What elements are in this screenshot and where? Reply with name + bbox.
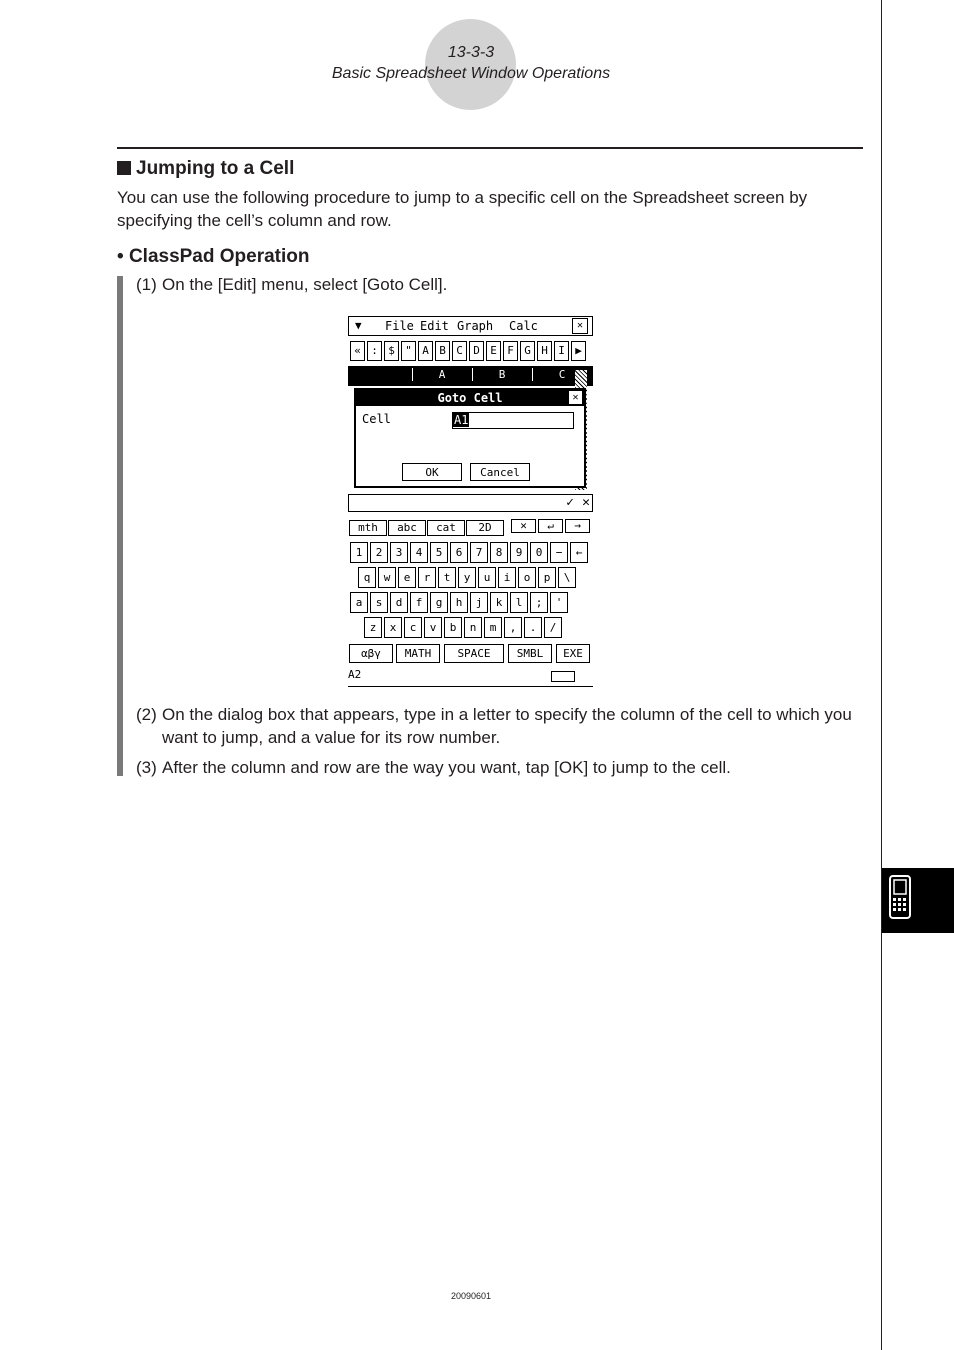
operation-title: • ClassPad Operation xyxy=(117,246,310,267)
keyboard-key[interactable]: b xyxy=(444,617,462,638)
bottom-key[interactable]: αβγ xyxy=(349,644,393,663)
keyboard-key[interactable]: g xyxy=(430,592,448,613)
footer-code: 20090601 xyxy=(450,1291,492,1301)
keyboard-tab[interactable]: abc xyxy=(388,520,426,536)
keyboard-key[interactable]: 7 xyxy=(470,542,488,563)
bottom-key[interactable]: SMBL xyxy=(508,644,552,663)
keyboard-nav-icon[interactable]: → xyxy=(565,519,590,533)
menu-bar xyxy=(348,316,593,336)
dialog-title: Goto Cell xyxy=(356,390,584,406)
keyboard-tab[interactable]: 2D xyxy=(466,520,504,536)
toolbar-button[interactable]: " xyxy=(401,341,416,361)
keyboard-key[interactable]: 0 xyxy=(530,542,548,563)
toolbar-button[interactable]: ▶ xyxy=(571,341,586,361)
keyboard-key[interactable]: \ xyxy=(558,567,576,588)
keyboard-key[interactable]: i xyxy=(498,567,516,588)
cell-input[interactable]: A1 xyxy=(452,412,574,429)
keyboard-key[interactable]: f xyxy=(410,592,428,613)
keyboard-key[interactable]: e xyxy=(398,567,416,588)
keyboard-key[interactable]: 9 xyxy=(510,542,528,563)
keyboard-key[interactable]: w xyxy=(378,567,396,588)
menu-calc[interactable]: Calc xyxy=(509,319,538,333)
keyboard-key[interactable]: ' xyxy=(550,592,568,613)
chapter-title: Basic Spreadsheet Window Operations xyxy=(331,65,611,82)
keyboard-key[interactable]: ; xyxy=(530,592,548,613)
keyboard-key[interactable]: u xyxy=(478,567,496,588)
keyboard-key[interactable]: p xyxy=(538,567,556,588)
classpad-screen xyxy=(348,316,593,689)
keyboard-key[interactable]: j xyxy=(470,592,488,613)
toolbar-button[interactable]: G xyxy=(520,341,535,361)
status-cell: A2 xyxy=(348,668,362,681)
bottom-key[interactable]: SPACE xyxy=(444,644,504,663)
keyboard-key[interactable]: x xyxy=(384,617,402,638)
toolbar-button[interactable]: C xyxy=(452,341,467,361)
menu-graph[interactable]: Graph xyxy=(457,319,494,333)
menu-edit[interactable]: Edit xyxy=(420,319,449,333)
edit-line[interactable] xyxy=(348,494,593,512)
toolbar-button[interactable]: A xyxy=(418,341,433,361)
keyboard-tab[interactable]: mth xyxy=(349,520,387,536)
calculator-icon xyxy=(882,868,954,933)
keyboard-key[interactable]: t xyxy=(438,567,456,588)
keyboard-key[interactable]: a xyxy=(350,592,368,613)
keyboard-key[interactable]: 2 xyxy=(370,542,388,563)
keyboard-key[interactable]: d xyxy=(390,592,408,613)
bottom-key[interactable]: EXE xyxy=(556,644,590,663)
toolbar-button[interactable]: B xyxy=(435,341,450,361)
keyboard-key[interactable]: 4 xyxy=(410,542,428,563)
toolbar-button[interactable]: : xyxy=(367,341,382,361)
column-header: C xyxy=(532,368,591,381)
keyboard-key[interactable]: l xyxy=(510,592,528,613)
toolbar-button[interactable]: $ xyxy=(384,341,399,361)
keyboard-key[interactable]: z xyxy=(364,617,382,638)
keyboard-key[interactable]: k xyxy=(490,592,508,613)
keyboard-key[interactable]: / xyxy=(544,617,562,638)
section-divider xyxy=(117,147,863,149)
keyboard-key[interactable]: o xyxy=(518,567,536,588)
column-header: B xyxy=(472,368,531,381)
column-header: A xyxy=(412,368,471,381)
keyboard-key[interactable]: ← xyxy=(570,542,588,563)
dialog-close-icon[interactable]: ✕ xyxy=(569,391,582,404)
keyboard-key[interactable]: r xyxy=(418,567,436,588)
keyboard-key[interactable]: q xyxy=(358,567,376,588)
page-number: 13-3-3 xyxy=(447,44,495,61)
keyboard-nav-icon[interactable]: ↵ xyxy=(538,519,563,533)
menu-file[interactable]: File xyxy=(385,319,414,333)
close-icon[interactable]: ✕ xyxy=(572,318,588,334)
cancel-button[interactable]: Cancel xyxy=(470,463,530,481)
keyboard-tab[interactable]: cat xyxy=(427,520,465,536)
keyboard-key[interactable]: h xyxy=(450,592,468,613)
keyboard-key[interactable]: c xyxy=(404,617,422,638)
intro-paragraph: You can use the following procedure to jump to a specific cell on the Spreadsheet screen by specifying the cell’s column and row. xyxy=(117,188,808,230)
keyboard-key[interactable]: 8 xyxy=(490,542,508,563)
screen-bottom-line xyxy=(348,686,593,687)
goto-cell-dialog xyxy=(354,388,586,488)
toolbar-button[interactable]: « xyxy=(350,341,365,361)
keyboard-key[interactable]: s xyxy=(370,592,388,613)
keyboard-key[interactable]: m xyxy=(484,617,502,638)
toolbar-button[interactable]: F xyxy=(503,341,518,361)
cell-label: Cell xyxy=(362,412,391,426)
procedure-bar xyxy=(117,276,123,776)
side-tab xyxy=(882,868,954,933)
keyboard-key[interactable]: 3 xyxy=(390,542,408,563)
ok-button[interactable]: OK xyxy=(402,463,462,481)
toolbar-button[interactable]: H xyxy=(537,341,552,361)
bottom-key[interactable]: MATH xyxy=(396,644,440,663)
keyboard-key[interactable]: y xyxy=(458,567,476,588)
keyboard-key[interactable]: 1 xyxy=(350,542,368,563)
toolbar-button[interactable]: E xyxy=(486,341,501,361)
square-bullet-icon xyxy=(117,161,131,175)
toolbar-button[interactable]: I xyxy=(554,341,569,361)
cross-icon[interactable]: ✕ xyxy=(582,495,590,510)
keyboard-key[interactable]: . xyxy=(524,617,542,638)
check-icon[interactable]: ✓ xyxy=(566,495,574,510)
battery-icon xyxy=(551,671,575,682)
keyboard-key[interactable]: − xyxy=(550,542,568,563)
toolbar-button[interactable]: D xyxy=(469,341,484,361)
keyboard-key[interactable]: v xyxy=(424,617,442,638)
keyboard-key[interactable]: , xyxy=(504,617,522,638)
chevron-down-icon[interactable]: ▼ xyxy=(355,319,362,332)
keyboard-key[interactable]: n xyxy=(464,617,482,638)
keyboard-key[interactable]: 6 xyxy=(450,542,468,563)
section-title: Jumping to a Cell xyxy=(117,158,294,180)
keyboard-nav-icon[interactable]: ✕ xyxy=(511,519,536,533)
margin-line xyxy=(881,0,882,1350)
keyboard-key[interactable]: 5 xyxy=(430,542,448,563)
